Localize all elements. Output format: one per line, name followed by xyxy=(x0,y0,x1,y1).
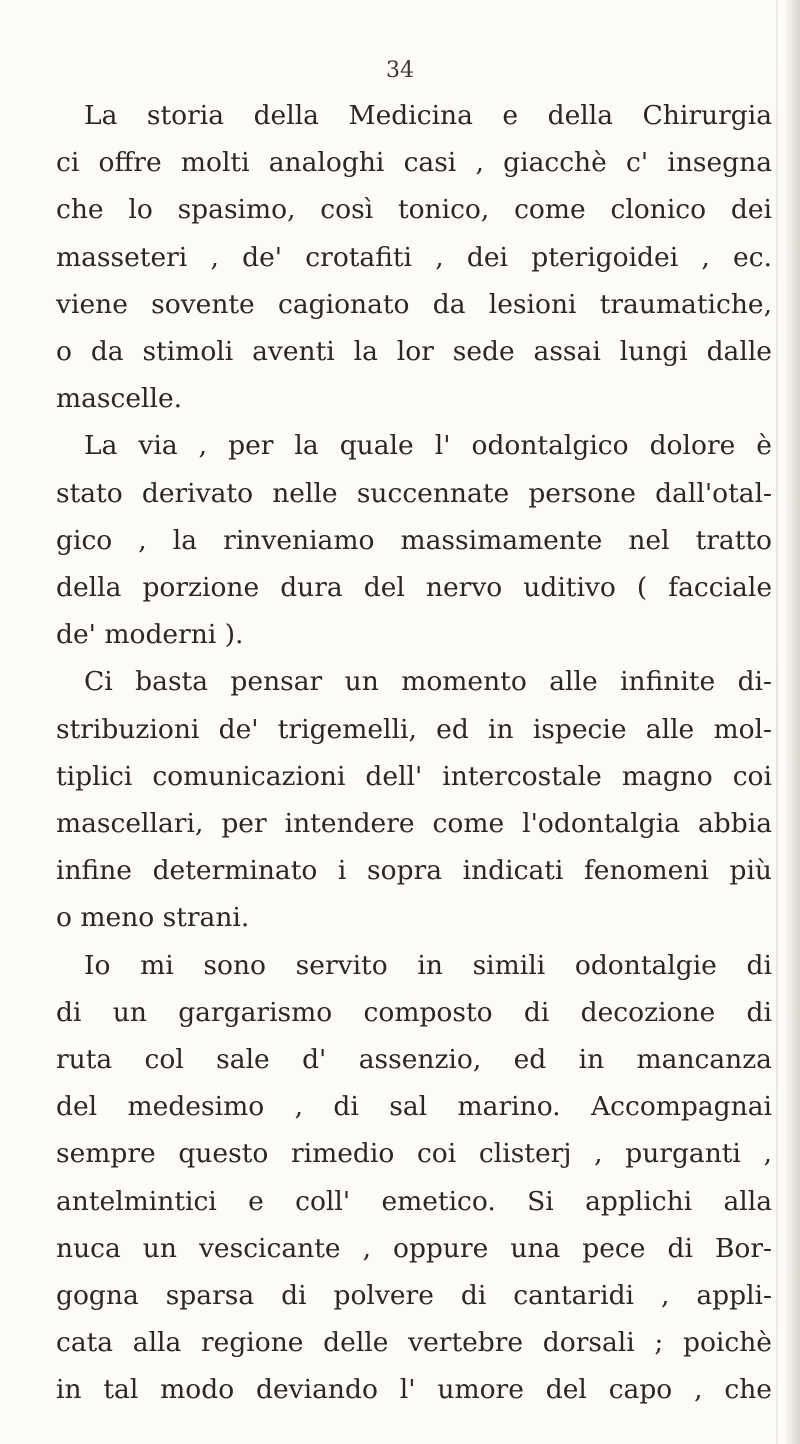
text-line: della porzione dura del nervo uditivo ( facciale xyxy=(56,572,772,604)
page-number: 34 xyxy=(386,58,414,83)
body-text xyxy=(56,92,772,1414)
page-shadow xyxy=(776,0,778,1444)
text-line: cata alla regione delle vertebre dorsali ; poichè xyxy=(56,1327,772,1359)
text-line: antelmintici e coll' emetico. Si applichi alla xyxy=(56,1185,772,1217)
text-line: La storia della Medicina e della Chirurgia xyxy=(84,100,772,131)
text-line: che lo spasimo, così tonico, come clonico dei xyxy=(56,194,772,226)
text-line: in tal modo deviando l' umore del capo , che xyxy=(56,1374,772,1406)
text-line: di un gargarismo composto di decozione di xyxy=(56,996,772,1028)
text-line: stato derivato nelle succennate persone dall'otal- xyxy=(56,477,772,509)
text-line: viene sovente cagionato da lesioni traumatiche, xyxy=(56,288,772,320)
text-line: La via , per la quale l' odontalgico dolore è xyxy=(84,430,772,462)
text-line: nuca un vescicante , oppure una pece di Bor- xyxy=(56,1232,772,1264)
text-line: de' moderni ). xyxy=(56,619,244,651)
text-line: Ci basta pensar un momento alle infinite di- xyxy=(84,666,772,698)
text-line: gico , la rinveniamo massimamente nel tratto xyxy=(56,524,772,556)
page-edge xyxy=(786,0,800,1444)
text-line: Io mi sono servito in simili odontalgie di xyxy=(84,949,772,981)
text-line: infine determinato i sopra indicati fenomeni più xyxy=(56,855,772,887)
text-line: ci offre molti analoghi casi , giacchè c' insegna xyxy=(56,147,772,179)
text-line: o meno strani. xyxy=(56,902,250,934)
text-line: mascellari, per intendere come l'odontalgia abbia xyxy=(56,808,772,840)
text-line: o da stimoli aventi la lor sede assai lungi dalle xyxy=(56,336,772,368)
text-line: sempre questo rimedio coi clisterj , purganti , xyxy=(56,1138,772,1170)
text-line: stribuzioni de' trigemelli, ed in ispecie alle mol- xyxy=(56,713,772,745)
text-line: tiplici comunicazioni dell' intercostale magno coi xyxy=(56,760,772,792)
text-line: del medesimo , di sal marino. Accompagnai xyxy=(56,1091,772,1123)
text-line: mascelle. xyxy=(56,383,183,415)
text-line: masseteri , de' crotafiti , dei pterigoidei , ec. xyxy=(56,241,772,273)
text-line: ruta col sale d' assenzio, ed in mancanza xyxy=(56,1044,772,1076)
text-line: gogna sparsa di polvere di cantaridi , appli- xyxy=(56,1280,772,1312)
